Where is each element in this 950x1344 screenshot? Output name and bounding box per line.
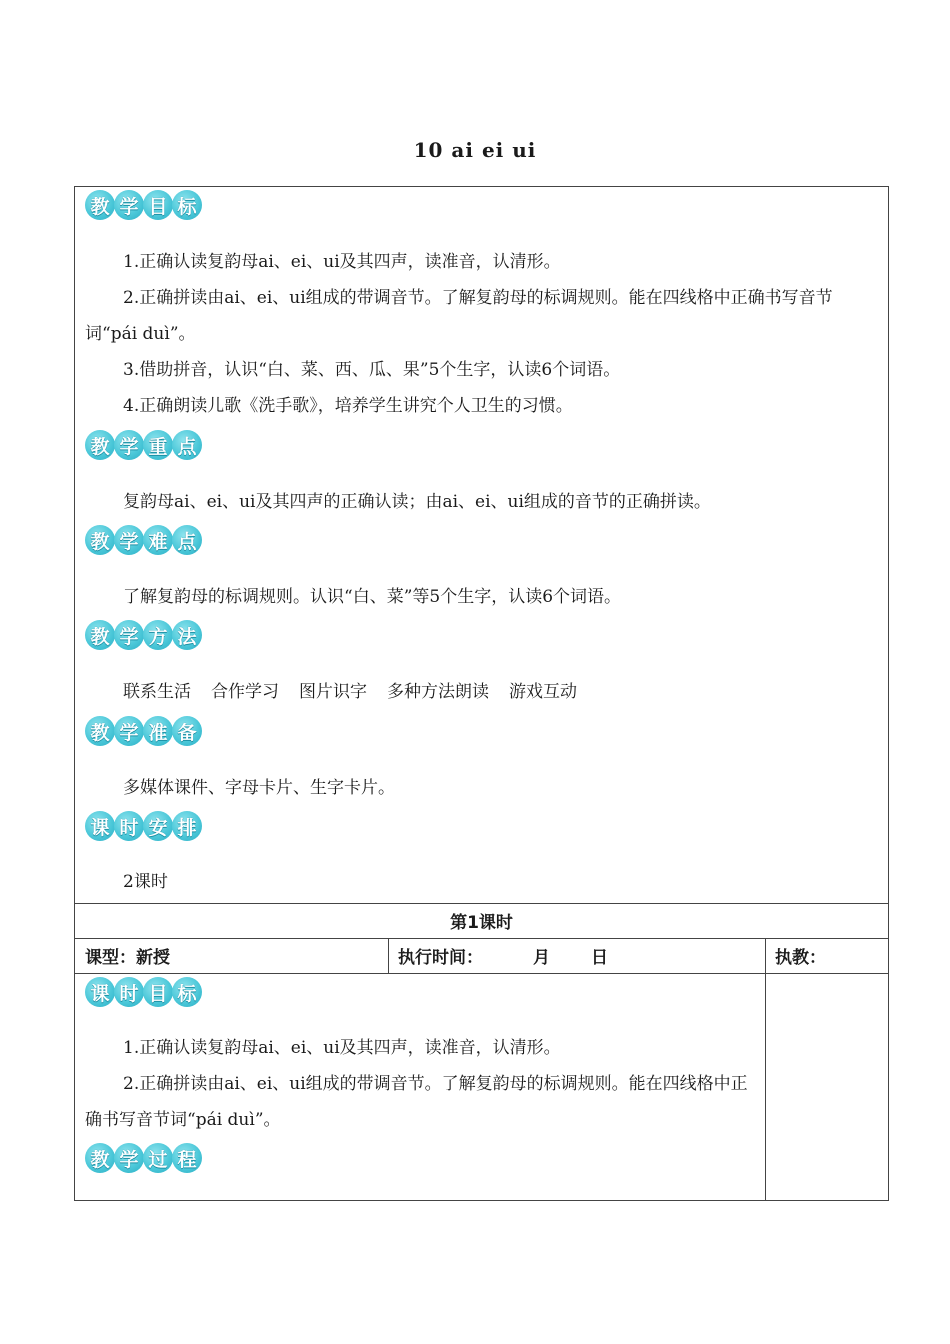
badge-preparation: 教 学 准 备 [85, 716, 201, 746]
goal-item-1: 1.正确认读复韵母ai、ei、ui及其四声，读准音，认清形。 [123, 252, 561, 272]
key-points-text: 复韵母ai、ei、ui及其四声的正确认读；由ai、ei、ui组成的音节的正确拼读。 [123, 492, 711, 512]
goal-item-3: 3.借助拼音，认识“白、菜、西、瓜、果”5个生字，认读6个词语。 [123, 360, 621, 380]
divider [75, 938, 888, 939]
method-item: 图片识字 [299, 682, 367, 702]
badge-lesson-goals: 课 时 目 标 [85, 977, 201, 1007]
divider [75, 973, 888, 974]
badge-teaching-process: 教 学 过 程 [85, 1143, 201, 1173]
badge-teaching-goals: 教 学 目 标 [85, 190, 201, 220]
goal-item-4: 4.正确朗读儿歌《洗手歌》，培养学生讲究个人卫生的习惯。 [123, 396, 573, 416]
method-item: 合作学习 [211, 682, 279, 702]
badge-methods: 教 学 方 法 [85, 620, 201, 650]
method-item: 游戏互动 [509, 682, 577, 702]
difficulties-text: 了解复韵母的标调规则。认识“白、菜”等5个生字，认读6个词语。 [123, 587, 622, 607]
preparation-text: 多媒体课件、字母卡片、生字卡片。 [123, 778, 395, 798]
teacher-label: 执教： [775, 948, 826, 968]
divider [388, 938, 389, 973]
lesson-goal-2: 2.正确拼读由ai、ei、ui组成的带调音节。了解复韵母的标调规则。能在四线格中正确书写音节词“pái duì”。 [85, 1074, 748, 1130]
goal-item-2: 2.正确拼读由ai、ei、ui组成的带调音节。了解复韵母的标调规则。能在四线格中正确书写音节词“pái duì”。 [85, 288, 833, 344]
day-label: 日 [591, 948, 608, 968]
lesson-1-heading: 第1课时 [450, 913, 513, 933]
badge-key-points: 教 学 重 点 [85, 430, 201, 460]
page-title: 10 ai ei ui [413, 138, 537, 162]
divider [75, 903, 888, 904]
badge-difficulties: 教 学 难 点 [85, 525, 201, 555]
method-item: 联系生活 [123, 682, 191, 702]
methods-list [85, 674, 880, 710]
lesson-plan-table [74, 186, 889, 1201]
divider [765, 938, 766, 1200]
lesson-goal-1: 1.正确认读复韵母ai、ei、ui及其四声，读准音，认清形。 [123, 1038, 561, 1058]
schedule-text: 2课时 [123, 872, 168, 892]
month-label: 月 [533, 948, 550, 968]
method-item: 多种方法朗读 [387, 682, 489, 702]
badge-schedule: 课 时 安 排 [85, 811, 201, 841]
lesson-type-label: 课型：新授 [85, 948, 170, 968]
execution-time-label: 执行时间： [398, 948, 483, 968]
